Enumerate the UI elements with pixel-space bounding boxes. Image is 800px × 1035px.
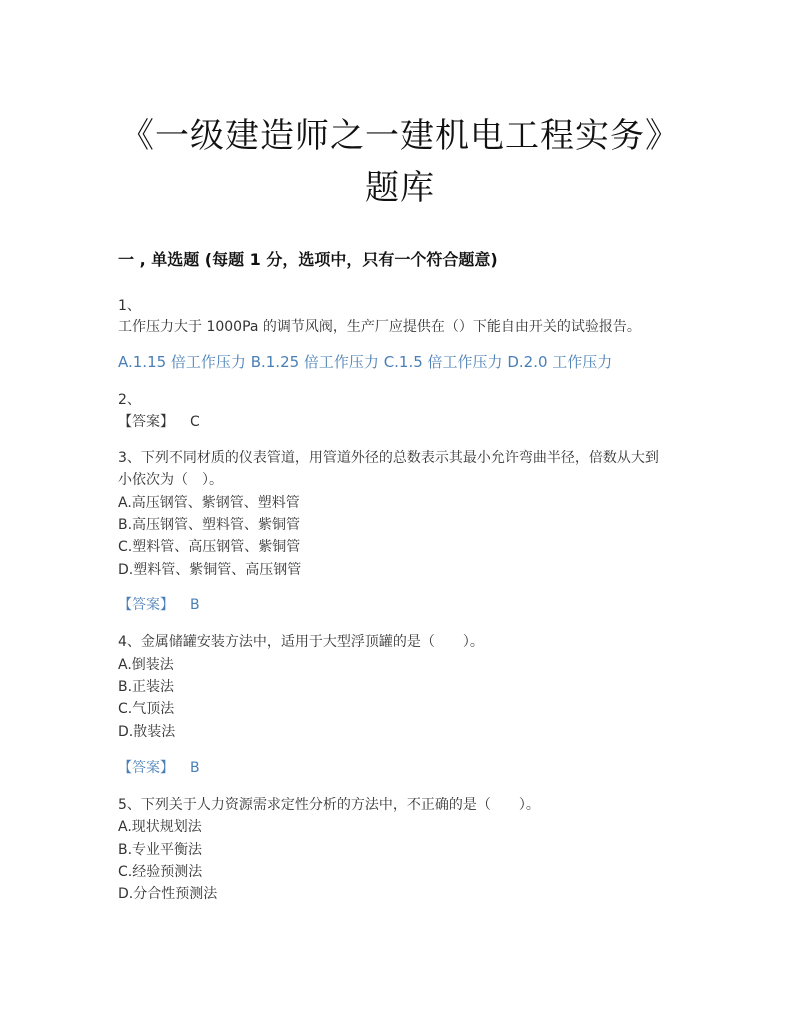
question-3-option-d: D.塑料管、紫铜管、高压钢管 (118, 562, 302, 578)
question-3-text-line2: 小依次为（ ）。 (118, 472, 223, 488)
question-5-option-a: A.现状规划法 (118, 819, 202, 835)
document-title: 《一级建造师之一建机电工程实务》 (120, 116, 680, 156)
answer-value: C (190, 414, 200, 430)
question-4-option-a: A.倒装法 (118, 657, 174, 673)
question-4-answer (118, 758, 200, 778)
question-3-option-c: C.塑料管、高压钢管、紫铜管 (118, 539, 301, 555)
document-subtitle: 题库 (365, 168, 435, 208)
question-3-option-a: A.高压钢管、紫钢管、塑料管 (118, 495, 300, 511)
question-1-text: 工作压力大于 1000Pa 的调节风阀，生产厂应提供在（）下能自由开关的试验报告。 (118, 319, 641, 335)
answer-value: B (190, 597, 200, 613)
question-5-option-b: B.专业平衡法 (118, 842, 203, 858)
answer-label: 【答案】 (118, 597, 174, 613)
question-3-text-line1: 3、下列不同材质的仪表管道，用管道外径的总数表示其最小允许弯曲半径，倍数从大到 (118, 450, 659, 466)
answer-label: 【答案】 (118, 760, 174, 776)
question-4-option-b: B.正装法 (118, 679, 175, 695)
question-4-text: 4、金属储罐安装方法中，适用于大型浮顶罐的是（ ）。 (118, 634, 484, 650)
question-1-options: A.1.15 倍工作压力 B.1.25 倍工作压力 C.1.5 倍工作压力 D.2.0 工作压力 (118, 353, 613, 371)
question-5-option-c: C.经验预测法 (118, 864, 203, 880)
answer-label: 【答案】 (118, 414, 174, 430)
question-4-option-c: C.气顶法 (118, 701, 175, 717)
question-5-text: 5、下列关于人力资源需求定性分析的方法中，不正确的是（ ）。 (118, 797, 540, 813)
question-2-number: 2、 (118, 392, 141, 408)
answer-value: B (190, 760, 200, 776)
question-3-option-b: B.高压钢管、塑料管、紫铜管 (118, 517, 301, 533)
section-heading: 一 , 单选题 (每题 1 分，选项中，只有一个符合题意) (118, 250, 498, 269)
question-3-answer (118, 595, 200, 615)
question-2-answer (118, 412, 200, 432)
question-1-number: 1、 (118, 298, 141, 314)
question-5-option-d: D.分合性预测法 (118, 886, 218, 902)
question-4-option-d: D.散装法 (118, 724, 176, 740)
